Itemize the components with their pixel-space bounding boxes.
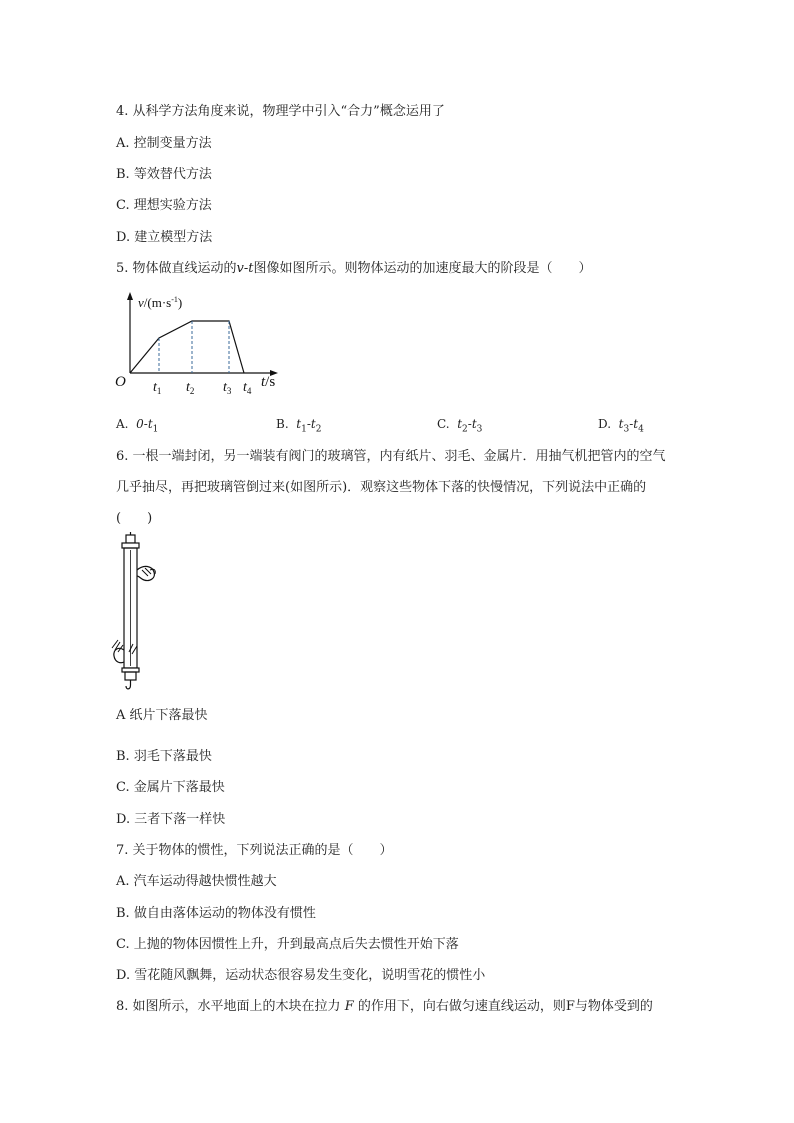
bottom-hook-icon	[126, 680, 131, 689]
q8-stem: 8. 如图所示，水平地面上的木块在拉力 F 的作用下，向右做匀速直线运动，则F与物体受到的	[116, 999, 653, 1014]
q5-option-a: A. $0-t_1$	[116, 417, 159, 435]
q6-stem-line2: 几乎抽尽，再把玻璃管倒过来(如图所示)．观察这些物体下落的快慢情况，下列说法中正确的	[116, 480, 647, 495]
q6-stem-line1: 6. 一根一端封闭，另一端装有阀门的玻璃管，内有纸片、羽毛、金属片．用抽气机把管内的空气	[116, 449, 666, 464]
x-axis-label: t/s	[261, 374, 276, 390]
q6-option-d: D. 三者下落一样快	[116, 812, 226, 827]
q6-option-c: C. 金属片下落最快	[116, 780, 225, 795]
q4-option-d: D. 建立模型方法	[116, 230, 213, 245]
q4-option-a: A. 控制变量方法	[116, 136, 212, 151]
valve-icon	[126, 535, 135, 543]
vt-graph	[110, 290, 290, 400]
q5-option-d: D. $t_3-t_4$	[598, 417, 644, 435]
q7-option-d: D. 雪花随风飘舞，运动状态很容易发生变化，说明雪花的惯性小	[116, 968, 486, 983]
tick-t4: $t_4$	[243, 380, 252, 396]
q7-option-a: A. 汽车运动得越快惯性越大	[116, 874, 277, 889]
q5-stem-var: v-t	[236, 261, 254, 276]
q6-stem-line3: ( )	[116, 511, 153, 526]
q4-stem: 4. 从科学方法角度来说，物理学中引入“合力”概念运用了	[116, 104, 445, 119]
q5-option-b: B. $t_1-t_2$	[276, 417, 322, 435]
tick-t2: $t_2$	[186, 380, 195, 396]
y-axis-label: $v/(m\cdot s^{-1})$	[138, 295, 183, 310]
origin-label: O	[115, 374, 126, 390]
q6-option-a: A 纸片下落最快	[116, 708, 208, 723]
q6-option-b: B. 羽毛下落最快	[116, 749, 212, 764]
q5-stem: 5. 物体做直线运动的v-t图像如图所示。则物体运动的加速度最大的阶段是（ ）	[116, 261, 592, 276]
q4-option-c: C. 理想实验方法	[116, 198, 212, 213]
y-axis-arrow-icon	[127, 292, 133, 300]
glass-tube-figure	[110, 532, 165, 700]
q7-option-c: C. 上抛的物体因惯性上升，升到最高点后失去惯性开始下落	[116, 937, 459, 952]
vt-line	[130, 321, 244, 373]
tick-t1: $t_1$	[153, 380, 162, 396]
q4-option-b: B. 等效替代方法	[116, 167, 212, 182]
q7-stem: 7. 关于物体的惯性，下列说法正确的是（ ）	[116, 843, 393, 858]
q7-option-b: B. 做自由落体运动的物体没有惯性	[116, 906, 316, 921]
q5-option-c: C. $t_2-t_3$	[437, 417, 483, 435]
q8-stem-var: F	[344, 999, 354, 1014]
tick-t3: $t_3$	[223, 380, 232, 396]
